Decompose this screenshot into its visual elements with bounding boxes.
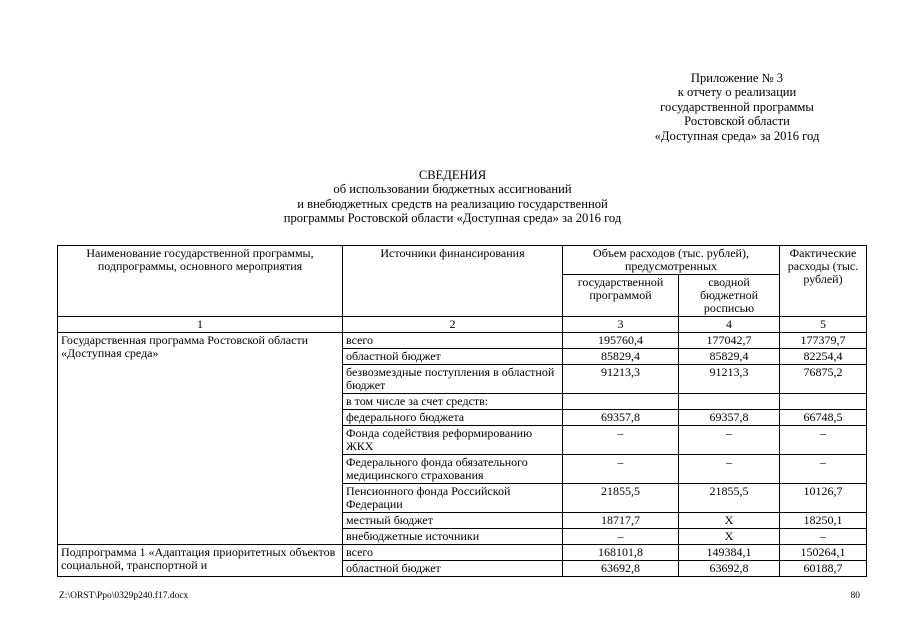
- value-cell: 21855,5: [679, 484, 780, 513]
- value-cell: 66748,5: [780, 410, 867, 426]
- column-number-row: [58, 317, 867, 333]
- value-cell: –: [563, 529, 679, 545]
- value-cell: –: [780, 426, 867, 455]
- header-name: Наименование государственной программы, подпрограммы, основного мероприятия: [58, 246, 343, 317]
- col-number: 5: [780, 317, 867, 333]
- appendix-line: «Доступная среда» за 2016 год: [654, 128, 820, 143]
- value-cell: 69357,8: [563, 410, 679, 426]
- value-cell: 69357,8: [679, 410, 780, 426]
- col-number: 1: [58, 317, 343, 333]
- source-cell: всего: [343, 333, 563, 349]
- document-heading: [0, 168, 905, 226]
- header-planned: Объем расходов (тыс. рублей), предусмотренных: [563, 246, 780, 275]
- header-source: Источники финансирования: [343, 246, 563, 317]
- source-cell: областной бюджет: [343, 349, 563, 365]
- value-cell: 150264,1: [780, 545, 867, 561]
- appendix-block: [622, 71, 852, 143]
- value-cell: X: [679, 513, 780, 529]
- appendix-line: Ростовской области: [684, 114, 790, 129]
- value-cell: 85829,4: [563, 349, 679, 365]
- value-cell: 91213,3: [679, 365, 780, 394]
- value-cell: 91213,3: [563, 365, 679, 394]
- col-number: 2: [343, 317, 563, 333]
- program-name: Государственная программа Ростовской области «Доступная среда»: [58, 333, 343, 545]
- source-cell: Пенсионного фонда Российской Федерации: [343, 484, 563, 513]
- value-cell: –: [780, 455, 867, 484]
- header-row: [58, 246, 867, 275]
- table-row: [58, 333, 867, 349]
- value-cell: –: [780, 529, 867, 545]
- value-cell: 177042,7: [679, 333, 780, 349]
- value-cell: 76875,2: [780, 365, 867, 394]
- source-cell: внебюджетные источники: [343, 529, 563, 545]
- source-cell: федерального бюджета: [343, 410, 563, 426]
- value-cell: X: [679, 529, 780, 545]
- header-by-budget: сводной бюджетной росписью: [679, 275, 780, 317]
- col-number: 3: [563, 317, 679, 333]
- value-cell: –: [679, 426, 780, 455]
- value-cell: 149384,1: [679, 545, 780, 561]
- value-cell: 168101,8: [563, 545, 679, 561]
- appendix-line: Приложение № 3: [690, 71, 784, 85]
- value-cell: 60188,7: [780, 561, 867, 577]
- value-cell: 195760,4: [563, 333, 679, 349]
- subprogram-name: Подпрограмма 1 «Адаптация приоритетных объектов социальной, транспортной и: [58, 545, 343, 577]
- source-cell: Фонда содействия реформированию ЖКХ: [343, 426, 563, 455]
- source-cell: областной бюджет: [343, 561, 563, 577]
- value-cell: –: [679, 455, 780, 484]
- file-path: Z:\ORST\Ppo\0329p240.f17.docx: [59, 591, 189, 601]
- page-number: 80: [850, 591, 860, 601]
- value-cell: 63692,8: [563, 561, 679, 577]
- heading-line: об использовании бюджетных ассигнований: [333, 182, 572, 197]
- table-row: [58, 545, 867, 561]
- value-cell: –: [563, 426, 679, 455]
- value-cell: –: [563, 455, 679, 484]
- value-cell: [679, 394, 780, 410]
- appendix-line: к отчету о реализации: [677, 85, 797, 100]
- col-number: 4: [679, 317, 780, 333]
- source-cell: Федерального фонда обязательного медицинского страхования: [343, 455, 563, 484]
- value-cell: 63692,8: [679, 561, 780, 577]
- value-cell: 21855,5: [563, 484, 679, 513]
- value-cell: [563, 394, 679, 410]
- value-cell: 177379,7: [780, 333, 867, 349]
- source-cell: в том числе за счет средств:: [343, 394, 563, 410]
- value-cell: 10126,7: [780, 484, 867, 513]
- value-cell: 82254,4: [780, 349, 867, 365]
- heading-title: СВЕДЕНИЯ: [418, 168, 487, 182]
- value-cell: 85829,4: [679, 349, 780, 365]
- value-cell: 18250,1: [780, 513, 867, 529]
- header-by-program: государственной программой: [563, 275, 679, 317]
- budget-table: [57, 245, 867, 577]
- heading-line: программы Ростовской области «Доступная среда» за 2016 год: [283, 211, 622, 226]
- source-cell: всего: [343, 545, 563, 561]
- value-cell: 18717,7: [563, 513, 679, 529]
- appendix-line: государственной программы: [660, 99, 814, 114]
- source-cell: безвозмездные поступления в областной бюджет: [343, 365, 563, 394]
- value-cell: [780, 394, 867, 410]
- heading-line: и внебюджетных средств на реализацию государственной: [297, 196, 608, 211]
- source-cell: местный бюджет: [343, 513, 563, 529]
- header-actual: Фактические расходы (тыс. рублей): [780, 246, 867, 317]
